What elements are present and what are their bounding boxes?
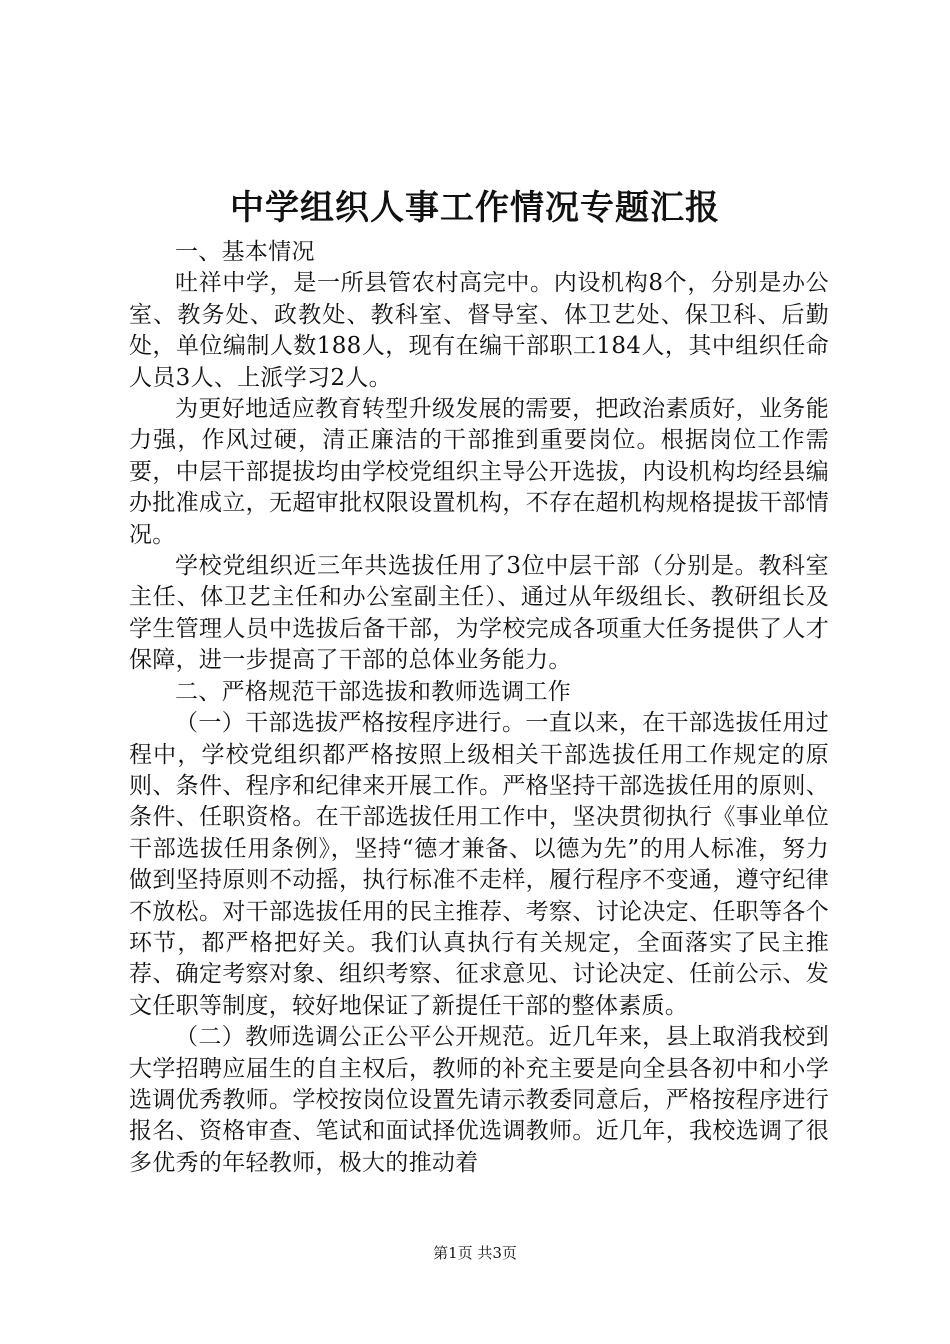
document-body [129,237,829,1179]
body-paragraph: （一）干部选拔严格按程序进行。一直以来，在干部选拔任用过程中，学校党组织都严格按照上级相关干部选拔任用工作规定的原则、条件、程序和纪律来开展工作。严格坚持干部选拔任用的原则、条件、任职资格。在干部选拔任用工作中，坚决贯彻执行《事业单位干部选拔任用条例》，坚持“德才兼备、以德为先”的用人标准，努力做到坚持原则不动摇，执行标准不走样，履行程序不变通，遵守纪律不放松。对干部选拔任用的民主推荐、考察、讨论决定、任职等各个环节，都严格把好关。我们认真执行有关规定，全面落实了民主推荐、确定考察对象、组织考察、征求意见、讨论决定、任前公示、发文任职等制度，较好地保证了新提任干部的整体素质。 [129,710,829,1019]
body-paragraph: 为更好地适应教育转型升级发展的需要，把政治素质好，业务能力强，作风过硬，清正廉洁的干部推到重要岗位。根据岗位工作需要，中层干部提拔均由学校党组织主导公开选拔，内设机构均经县编办批准成立，无超审批权限设置机构，不存在超机构规格提拔干部情况。 [129,396,829,548]
body-paragraph: （二）教师选调公正公平公开规范。近几年来，县上取消我校到大学招聘应届生的自主权后，教师的补充主要是向全县各初中和小学选调优秀教师。学校按岗位设置先请示教委同意后，严格按程序进行报名、资格审查、笔试和面试择优选调教师。近几年，我校选调了很多优秀的年轻教师，极大的推动着 [129,1024,829,1176]
section-heading: 二、严格规范干部选拔和教师选调工作 [175,678,572,705]
body-paragraph: 吐祥中学，是一所县管农村高完中。内设机构8个，分别是办公室、教务处、政教处、教科室、督导室、体卫艺处、保卫科、后勤处，单位编制人数188人，现有在编干部职工184人，其中组织任命人员3人、上派学习2人。 [129,270,829,391]
section-heading: 一、基本情况 [175,239,315,265]
document-title: 中学组织人事工作情况专题汇报 [230,188,720,228]
body-paragraph: 学校党组织近三年共选拔任用了3位中层干部（分别是。教科室主任、体卫艺主任和办公室副主任）、通过从年级组长、教研组长及学生管理人员中选拔后备干部，为学校完成各项重大任务提供了人才保障，进一步提高了干部的总体业务能力。 [129,553,829,674]
page-number-footer: 第1页 共3页 [433,1244,517,1262]
